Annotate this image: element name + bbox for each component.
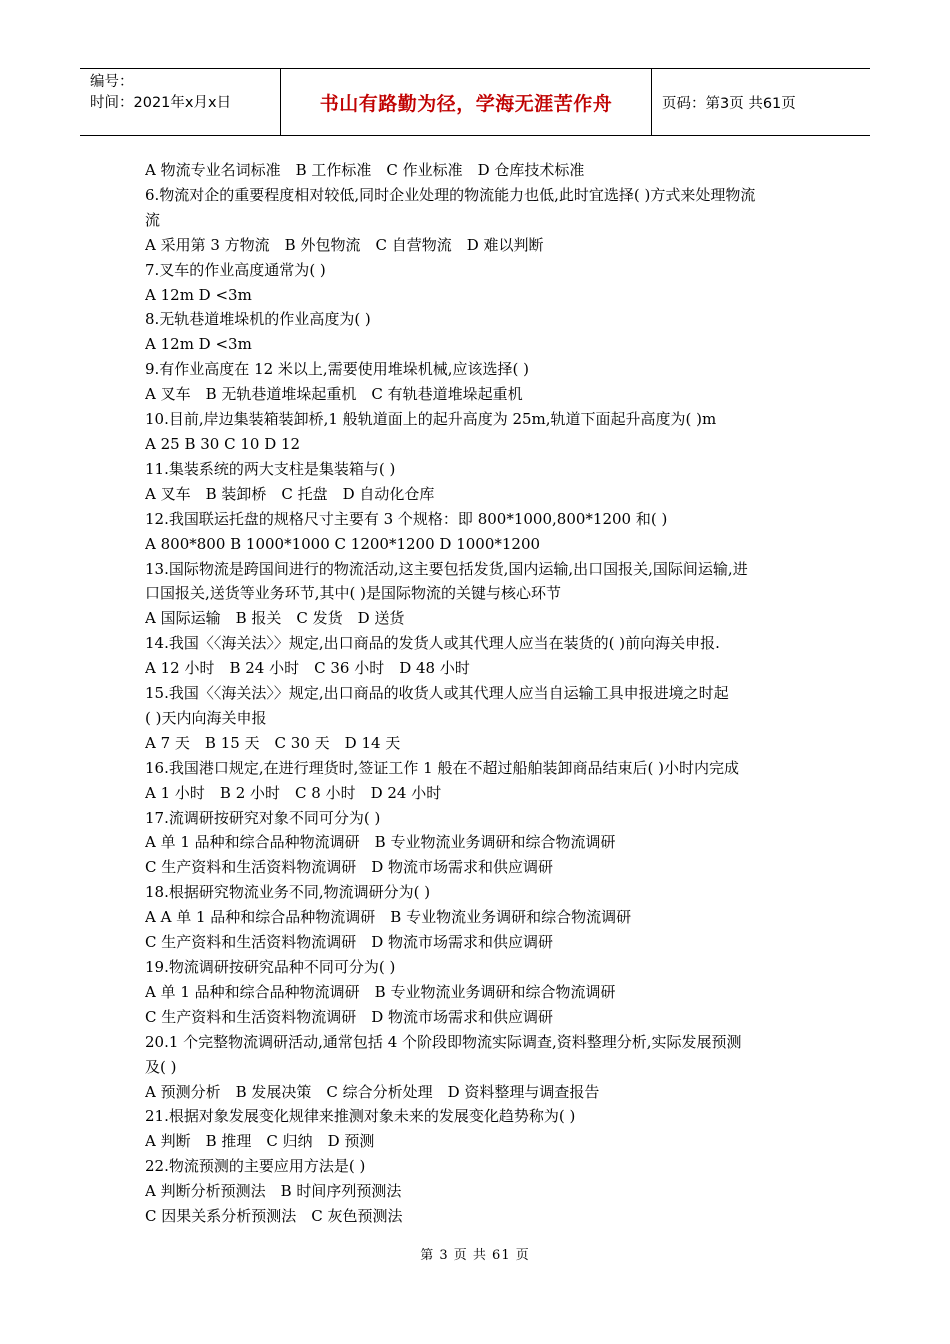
text-line: A 叉车 B 无轨巷道堆垛起重机 C 有轨巷道堆垛起重机 (145, 385, 523, 404)
text-line: 8.无轨巷道堆垛机的作业高度为( ) (145, 310, 371, 329)
text-line: 21.根据对象发展变化规律来推测对象未来的发展变化趋势称为( ) (145, 1107, 576, 1126)
page-footer: 第 3 页 共 61 页 (420, 1248, 530, 1263)
text-line: A 判断分析预测法 B 时间序列预测法 (145, 1182, 402, 1201)
text-line: C 生产资料和生活资料物流调研 D 物流市场需求和供应调研 (145, 858, 554, 877)
text-line: 流 (145, 210, 161, 229)
text-line: A 12 小时 B 24 小时 C 36 小时 D 48 小时 (145, 659, 470, 678)
text-line: 7.叉车的作业高度通常为( ) (145, 260, 326, 279)
text-line: 6.物流对企的重要程度相对较低,同时企业处理的物流能力也低,此时宜选择( )方式来处理物流 (145, 185, 756, 204)
text-line: A 判断 B 推理 C 归纳 D 预测 (145, 1132, 375, 1151)
text-line: 13.国际物流是跨国间进行的物流活动,这主要包括发货,国内运输,出口国报关,国际间运输,进 (145, 559, 748, 578)
text-line: A 7 天 B 15 天 C 30 天 D 14 天 (145, 733, 401, 752)
text-line: 11.集装系统的两大支柱是集装箱与( ) (145, 459, 396, 478)
document-body (145, 158, 817, 1229)
document-time-label: 时间：2021年x月x日 (90, 95, 232, 111)
text-line: 及( ) (145, 1057, 177, 1076)
text-line: 12.我国联运托盘的规格尺寸主要有 3 个规格：即 800*1000,800*1200 和( ) (145, 509, 668, 528)
page-header (80, 68, 870, 136)
text-line: 22.物流预测的主要应用方法是( ) (145, 1157, 366, 1176)
header-page-info: 页码：第3页 共61页 (662, 95, 796, 112)
text-line: 16.我国港口规定,在进行理货时,签证工作 1 般在不超过船舶装卸商品结束后( )小时内完成 (145, 758, 739, 777)
text-line: A 1 小时 B 2 小时 C 8 小时 D 24 小时 (145, 783, 442, 802)
text-line: 19.物流调研按研究品种不同可分为( ) (145, 958, 396, 976)
text-line: C 生产资料和生活资料物流调研 D 物流市场需求和供应调研 (145, 1007, 554, 1026)
text-line: 口国报关,送货等业务环节,其中( )是国际物流的关键与核心环节 (145, 584, 562, 603)
text-line: A 预测分析 B 发展决策 C 综合分析处理 D 资料整理与调查报告 (145, 1082, 600, 1101)
text-line: A 单 1 品种和综合品种物流调研 B 专业物流业务调研和综合物流调研 (145, 833, 616, 852)
text-line: 10.目前,岸边集装箱装卸桥,1 般轨道面上的起升高度为 25m,轨道下面起升高度为( )m (145, 410, 717, 429)
header-meta (80, 69, 281, 135)
text-line: 17.流调研按研究对象不同可分为( ) (145, 808, 381, 827)
document-number-label: 编号： (90, 74, 134, 90)
text-line: 14.我国〈〈海关法〉〉规定,出口商品的发货人或其代理人应当在装货的( )前向海关申报. (145, 634, 720, 653)
text-line: A 采用第 3 方物流 B 外包物流 C 自营物流 D 难以判断 (145, 235, 544, 254)
text-line: 15.我国〈〈海关法〉〉规定,出口商品的收货人或其代理人应当自运输工具申报进境之时起 (145, 684, 729, 703)
text-line: A 800*800 B 1000*1000 C 1200*1200 D 1000*1200 (145, 534, 541, 553)
text-line: A 叉车 B 装卸桥 C 托盘 D 自动化仓库 (145, 484, 435, 503)
text-line: A A 单 1 品种和综合品种物流调研 B 专业物流业务调研和综合物流调研 (145, 908, 632, 927)
text-line: A 25 B 30 C 10 D 12 (145, 434, 301, 453)
text-line: A 12m D <3m (145, 335, 252, 354)
text-line: A 国际运输 B 报关 C 发货 D 送货 (145, 609, 405, 628)
text-line: A 单 1 品种和综合品种物流调研 B 专业物流业务调研和综合物流调研 (145, 982, 616, 1001)
text-line: A 物流专业名词标准 B 工作标准 C 作业标准 D 仓库技术标准 (145, 161, 585, 179)
text-line: 18.根据研究物流业务不同,物流调研分为( ) (145, 883, 431, 902)
text-line: A 12m D <3m (145, 285, 252, 304)
text-line: ( )天内向海关申报 (145, 708, 267, 727)
text-line: 20.1 个完整物流调研活动,通常包括 4 个阶段即物流实际调查,资料整理分析,实际发展预测 (145, 1032, 742, 1051)
header-motto: 书山有路勤为径，学海无涯苦作舟 (281, 69, 652, 135)
text-line: 9.有作业高度在 12 米以上,需要使用堆垛机械,应该选择( ) (145, 360, 529, 379)
text-line: C 生产资料和生活资料物流调研 D 物流市场需求和供应调研 (145, 933, 554, 952)
text-line: C 因果关系分析预测法 C 灰色预测法 (145, 1207, 403, 1226)
